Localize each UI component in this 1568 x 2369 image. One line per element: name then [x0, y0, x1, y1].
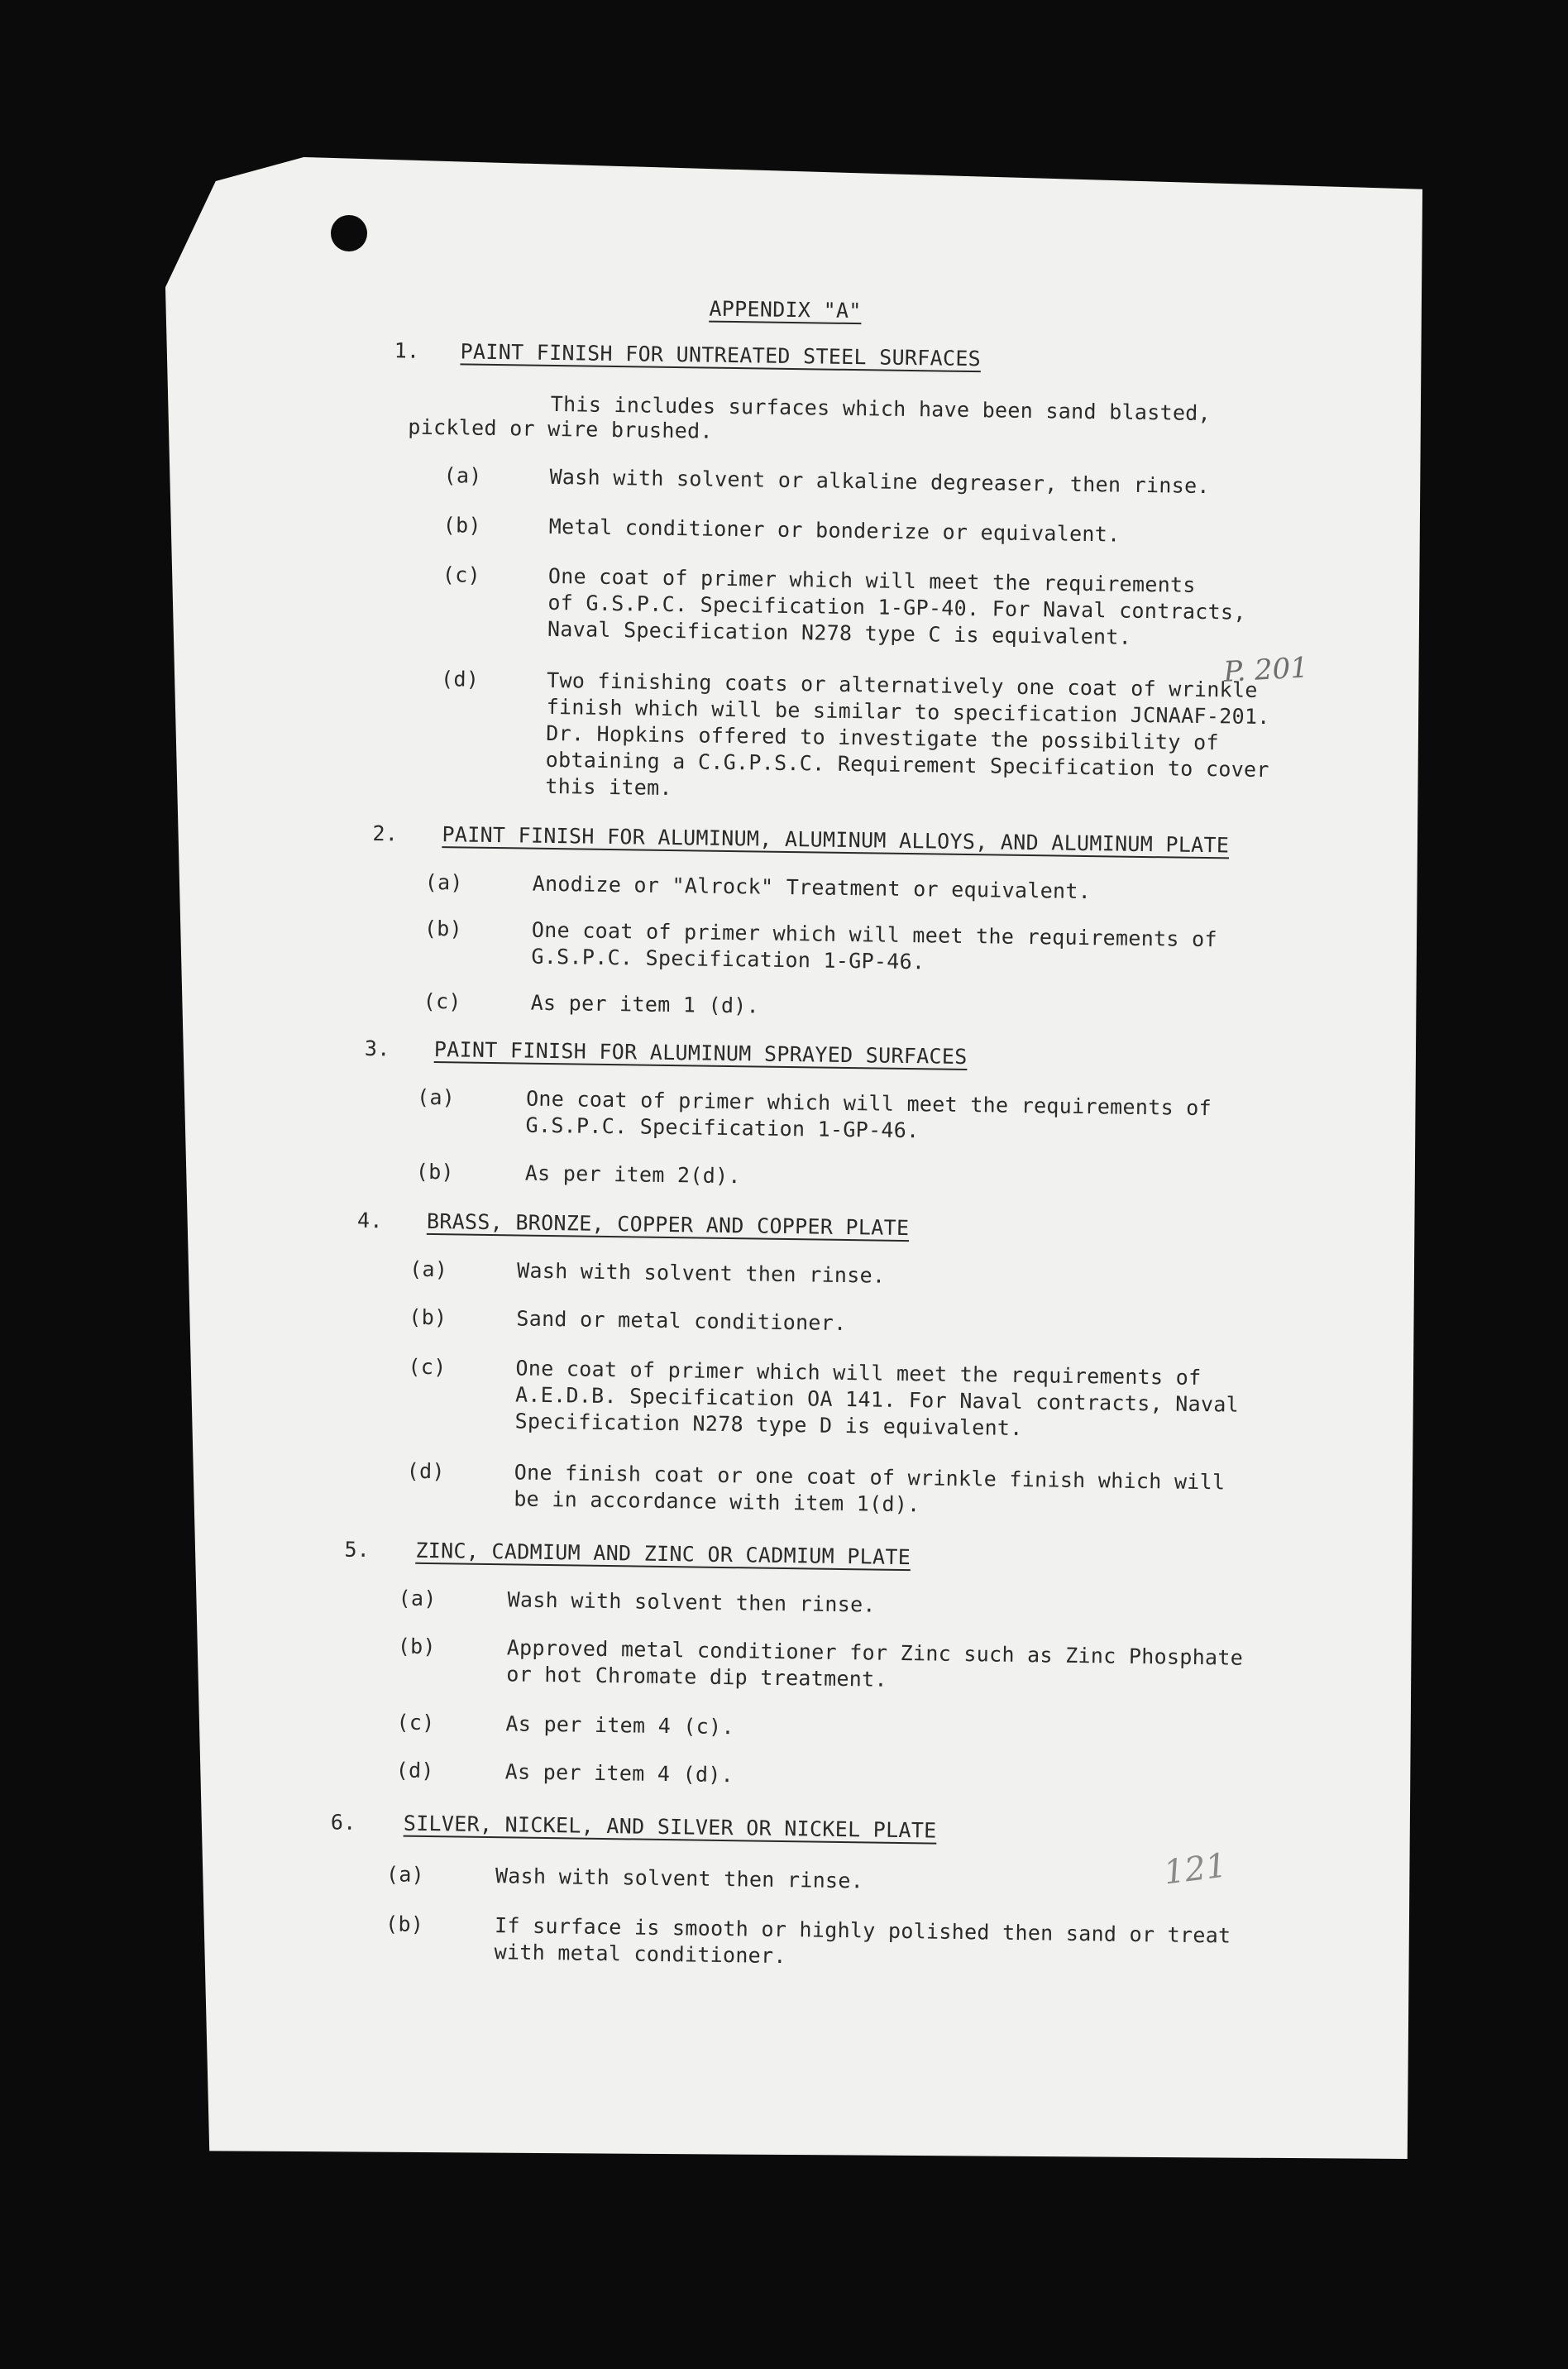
item-text: G.S.P.C. Specification 1-GP-46. [525, 1113, 920, 1143]
appendix-title: APPENDIX "A" [709, 296, 862, 323]
item-text: As per item 4 (d). [504, 1759, 734, 1788]
item-text: be in accordance with item 1(d). [514, 1486, 920, 1517]
section-heading: PAINT FINISH FOR UNTREATED STEEL SURFACES [460, 339, 982, 371]
item-text: Anodize or "Alrock" Treatment or equivalent. [532, 871, 1092, 904]
item-text: or hot Chromate dip treatment. [506, 1662, 888, 1692]
item-text: As per item 1 (d). [530, 990, 760, 1018]
paragraph-line: pickled or wire brushed. [408, 414, 714, 443]
item-label: (d) [440, 667, 480, 692]
section-heading: PAINT FINISH FOR ALUMINUM, ALUMINUM ALLOYS, AND ALUMINUM PLATE [442, 822, 1230, 858]
item-label: (b) [415, 1159, 455, 1184]
item-text: Two finishing coats or alternatively one coat of wrinkle [546, 668, 1258, 702]
item-label: (d) [395, 1758, 434, 1783]
section-heading: SILVER, NICKEL, AND SILVER OR NICKEL PLATE [403, 1811, 937, 1843]
item-text: One coat of primer which will meet the requirements of [515, 1356, 1202, 1390]
item-label: (a) [409, 1256, 448, 1282]
item-text: As per item 2(d). [524, 1161, 741, 1189]
item-text: One coat of primer which will meet the requirements [547, 563, 1196, 597]
item-label: (a) [398, 1586, 437, 1611]
item-text: As per item 4 (c). [505, 1711, 735, 1740]
handwritten-page-note: P. 201 [1222, 651, 1309, 689]
section-number: 3. [364, 1036, 390, 1061]
item-text: One finish coat or one coat of wrinkle finish which will [514, 1460, 1226, 1495]
item-text: Naval Specification N278 type C is equivalent. [547, 616, 1132, 649]
document-body [137, 148, 1422, 2167]
item-text: obtaining a C.G.P.S.C. Requirement Specification to cover [545, 747, 1269, 782]
section-number: 1. [394, 338, 420, 363]
item-text: Specification N278 type D is equivalent. [514, 1409, 1023, 1441]
item-text: A.E.D.B. Specification OA 141. For Naval contracts, Naval [514, 1382, 1240, 1417]
item-text: Wash with solvent then rinse. [495, 1864, 864, 1893]
item-text: Dr. Hopkins offered to investigate the possibility of [546, 720, 1219, 755]
item-text: One coat of primer which will meet the requirements of [525, 1086, 1212, 1121]
item-label: (c) [408, 1354, 447, 1380]
item-text: One coat of primer which will meet the requirements of [531, 917, 1218, 952]
section-number: 2. [372, 821, 399, 846]
item-text: Wash with solvent or alkaline degreaser, then rinse. [549, 464, 1210, 499]
item-text: with metal conditioner. [494, 1940, 786, 1969]
section-number: 5. [344, 1537, 370, 1563]
item-text: Approved metal conditioner for Zinc such as Zinc Phosphate [506, 1635, 1244, 1670]
item-label: (b) [397, 1634, 437, 1659]
item-label: (d) [406, 1458, 446, 1484]
item-label: (c) [423, 988, 461, 1014]
item-label: (b) [423, 916, 463, 941]
item-text: Wash with solvent then rinse. [516, 1258, 886, 1288]
section-heading: BRASS, BRONZE, COPPER AND COPPER PLATE [426, 1208, 910, 1241]
item-text: of G.S.P.C. Specification 1-GP-40. For Naval contracts, [547, 590, 1246, 625]
item-text: If surface is smooth or highly polished then sand or treat [494, 1913, 1231, 1948]
item-label: (a) [416, 1084, 456, 1110]
item-text: this item. [545, 773, 673, 801]
section-number: 6. [330, 1810, 356, 1835]
section-heading: ZINC, CADMIUM AND ZINC OR CADMIUM PLATE [415, 1538, 911, 1570]
item-text: Sand or metal conditioner. [516, 1306, 847, 1336]
item-text: Metal conditioner or bonderize or equivalent. [548, 514, 1121, 547]
item-label: (c) [442, 562, 481, 587]
item-label: (b) [409, 1304, 447, 1330]
item-text: G.S.P.C. Specification 1-GP-46. [531, 944, 925, 974]
item-label: (a) [424, 869, 463, 895]
paragraph-line: This includes surfaces which have been sand blasted, [550, 391, 1212, 426]
section-heading: PAINT FINISH FOR ALUMINUM SPRAYED SURFACES [433, 1037, 968, 1070]
item-label: (b) [385, 1912, 424, 1936]
item-label: (a) [443, 463, 482, 488]
section-number: 4. [356, 1208, 383, 1233]
item-text: finish which will be similar to specification JCNAAF-201. [546, 694, 1270, 730]
item-label: (a) [385, 1862, 425, 1887]
handwritten-mark: 121 [1161, 1846, 1230, 1893]
item-label: (b) [442, 513, 482, 538]
item-label: (c) [396, 1710, 435, 1735]
item-text: Wash with solvent then rinse. [507, 1587, 876, 1617]
